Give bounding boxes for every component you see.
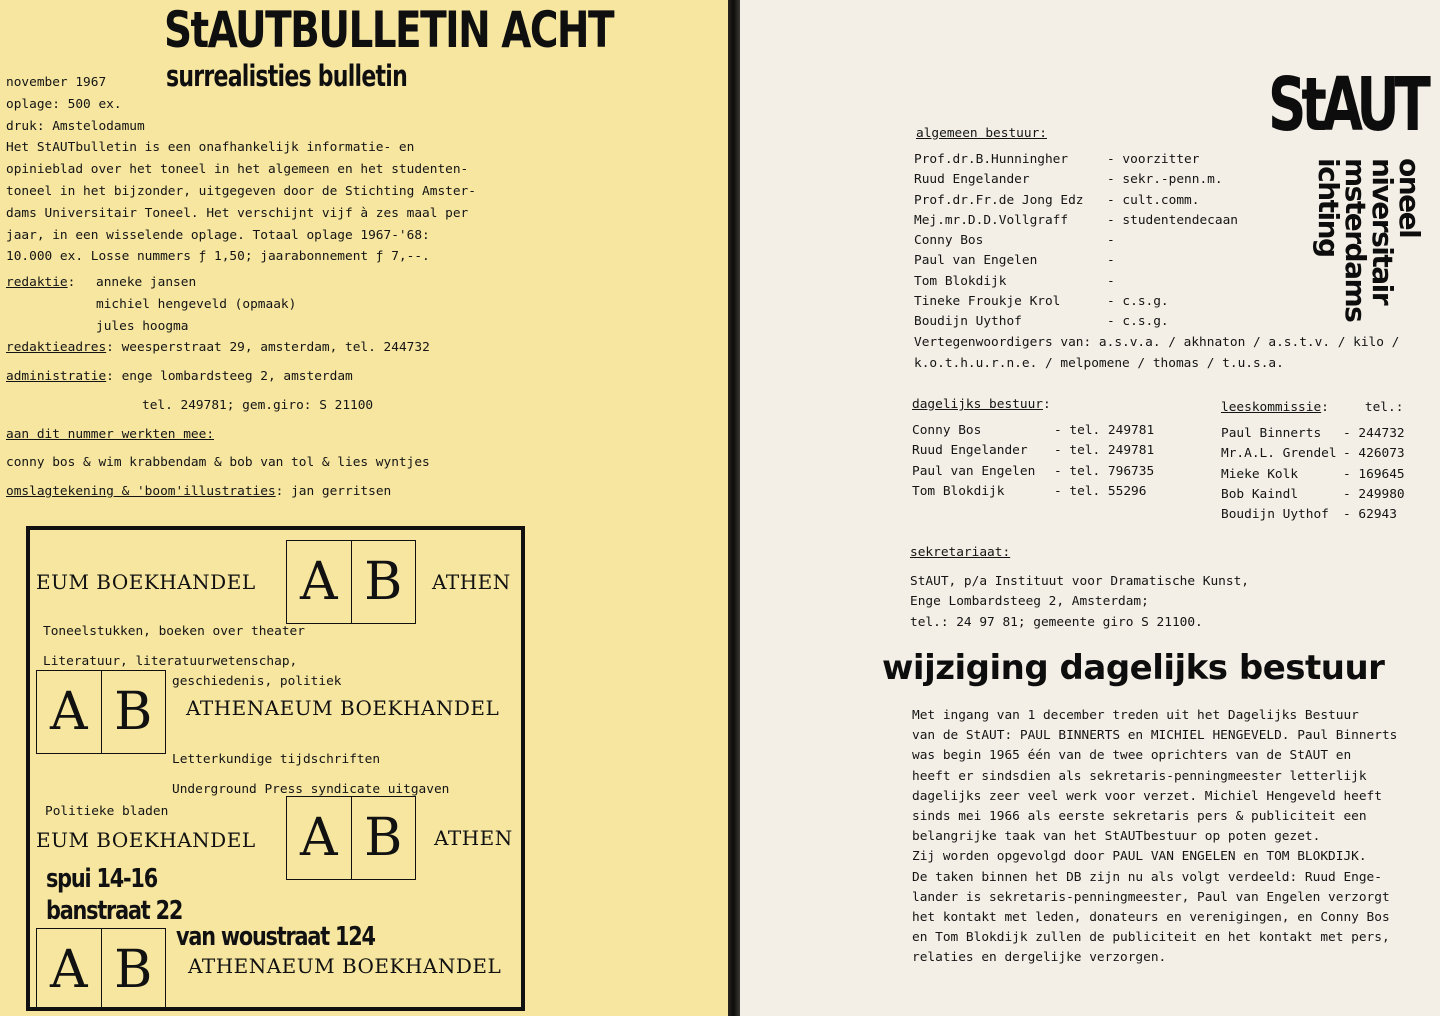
member-name: Ruud Engelander bbox=[912, 443, 1028, 459]
member-tel: - 244732 bbox=[1343, 426, 1405, 441]
redaktie-label-row: redaktie: bbox=[6, 275, 76, 290]
bookshop-advertisement bbox=[26, 526, 525, 1011]
cover-credit-value: jan gerritsen bbox=[291, 484, 392, 499]
member-row bbox=[914, 312, 1238, 332]
masthead-subtitle: surrealisties bulletin bbox=[166, 59, 408, 93]
ab-logo bbox=[286, 540, 416, 624]
ad-line: geschiedenis, politiek bbox=[172, 674, 342, 689]
colophon-line: jaar, in een wisselende oplage. Totaal oplage 1967-'68: bbox=[6, 227, 430, 243]
member-row bbox=[914, 191, 1238, 211]
administratie-row: administratie: enge lombardsteeg 2, amsterdam bbox=[6, 369, 353, 384]
right-page bbox=[740, 0, 1440, 1016]
ab-logo-b: B bbox=[351, 541, 416, 623]
member-role: - studentendecaan bbox=[1107, 212, 1238, 228]
dagelijks-bestuur-heading: dagelijks bestuur bbox=[912, 397, 1043, 412]
vertegenwoordigers-line: k.o.t.h.u.r.n.e. / melpomene / thomas / t.u.s.a. bbox=[914, 356, 1284, 371]
member-name: Paul van Engelen bbox=[912, 463, 1036, 479]
cover-credit-row: omslagtekening & 'boom'illustraties: jan gerritsen bbox=[6, 484, 392, 499]
member-role: - bbox=[1107, 233, 1115, 249]
ad-line: Underground Press syndicate uitgaven bbox=[172, 782, 450, 797]
member-name: Tineke Froukje Krol bbox=[914, 294, 1061, 310]
logo-vertical-text bbox=[1292, 158, 1440, 322]
article-line: Met ingang van 1 december treden uit het Dagelijks Bestuur bbox=[912, 708, 1359, 723]
article-line: Zij worden opgevolgd door PAUL VAN ENGELEN en TOM BLOKDIJK. bbox=[912, 849, 1367, 865]
ab-logo-a: A bbox=[299, 808, 338, 868]
redaktieadres-value: weesperstraat 29, amsterdam, tel. 244732 bbox=[121, 340, 430, 355]
member-row bbox=[1221, 465, 1405, 485]
redaktieadres-label: redaktieadres bbox=[6, 340, 107, 355]
member-tel: - 62943 bbox=[1343, 507, 1397, 523]
member-tel: - tel. 796735 bbox=[1054, 463, 1155, 479]
article-line: relaties en dergelijke verzorgen. bbox=[912, 950, 1167, 966]
shop-name: ATHENAEUM BOEKHANDEL bbox=[188, 954, 502, 978]
colophon-line: dams Universitair Toneel. Het verschijnt vijf à zes maal per bbox=[6, 205, 469, 221]
member-name: Boudijn Uythof bbox=[914, 314, 1022, 330]
shop-name-cut: EUM BOEKHANDEL bbox=[36, 828, 256, 852]
article-line: heeft er sindsdien als sekretaris-penningmeester letterlijk bbox=[912, 768, 1367, 784]
member-row bbox=[912, 441, 1154, 461]
ab-logo bbox=[286, 796, 416, 880]
member-name: Paul van Engelen bbox=[914, 253, 1038, 269]
member-row bbox=[914, 150, 1238, 170]
ad-line: Politieke bladen bbox=[45, 804, 169, 819]
ab-logo-b: B bbox=[101, 671, 166, 753]
member-name: Tom Blokdijk bbox=[914, 273, 1007, 289]
colophon-line: Het StAUTbulletin is een onafhankelijk informatie- en bbox=[6, 140, 415, 156]
article-line: het kontakt met leden, donateurs en verenigingen, en Conny Bos bbox=[912, 910, 1390, 926]
ad-line: Letterkundige tijdschriften bbox=[172, 752, 381, 767]
member-name: Bob Kaindl bbox=[1221, 486, 1299, 502]
logo-line: oneel bbox=[1393, 158, 1426, 238]
article-line: dagelijks zeer veel werk voor verzet. Michiel Hengeveld heeft bbox=[912, 788, 1382, 804]
leeskommissie-heading: leeskommissie bbox=[1221, 400, 1322, 415]
leeskommissie-heading-row: leeskommissie: tel.: bbox=[1221, 400, 1404, 415]
logo-line: ichting bbox=[1312, 158, 1345, 257]
member-name: Paul Binnerts bbox=[1221, 426, 1322, 441]
address-van-woustraat: van woustraat 124 bbox=[176, 922, 375, 952]
colophon-line: opinieblad over het toneel in het algemeen en het studenten- bbox=[6, 162, 469, 178]
colophon bbox=[6, 72, 476, 268]
algemeen-bestuur-heading: algemeen bestuur: bbox=[916, 126, 1047, 141]
member-name: Mej.mr.D.D.Vollgraff bbox=[914, 212, 1069, 228]
member-row bbox=[914, 251, 1238, 271]
article-headline: wijziging dagelijks bestuur bbox=[882, 648, 1385, 688]
administratie-label: administratie bbox=[6, 369, 107, 384]
member-role: - c.s.g. bbox=[1107, 294, 1169, 310]
shop-name-cut: EUM BOEKHANDEL bbox=[36, 570, 256, 594]
redaktieadres-row: redaktieadres: weesperstraat 29, amsterdam, tel. 244732 bbox=[6, 340, 430, 355]
member-name: Tom Blokdijk bbox=[912, 483, 1005, 499]
member-name: Mr.A.L. Grendel bbox=[1221, 446, 1337, 462]
logo-line: niversitair bbox=[1366, 158, 1399, 305]
shop-name-cut: ATHEN bbox=[434, 826, 513, 850]
member-name: Boudijn Uythof bbox=[1221, 507, 1329, 523]
colophon-line: november 1967 bbox=[6, 75, 107, 90]
member-row bbox=[1221, 485, 1405, 505]
article-line: sinds mei 1966 als eerste sekretaris pers & publiciteit een bbox=[912, 809, 1367, 825]
article-line: De taken binnen het DB zijn nu als volgt verdeeld: Ruud Enge- bbox=[912, 869, 1382, 885]
member-tel: - tel. 55296 bbox=[1054, 483, 1147, 499]
member-tel: - tel. 249781 bbox=[1054, 443, 1155, 459]
redaktie-names bbox=[96, 272, 296, 337]
logo-line: msterdams bbox=[1339, 158, 1372, 322]
dagelijks-heading-row: dagelijks bestuur: bbox=[912, 397, 1051, 412]
address-banstraat: banstraat 22 bbox=[46, 896, 183, 926]
contributors-label: aan dit nummer werkten mee: bbox=[6, 427, 215, 442]
logo-word: StAUT bbox=[1268, 62, 1426, 148]
redaktie-name: anneke jansen bbox=[96, 275, 197, 290]
masthead-title: StAUTBULLETIN ACHT bbox=[164, 1, 614, 59]
address-line: Enge Lombardsteeg 2, Amsterdam; bbox=[910, 594, 1149, 610]
administratie-value: enge lombardsteeg 2, amsterdam bbox=[121, 369, 353, 384]
ab-logo-b: B bbox=[351, 797, 416, 879]
ab-logo-b: B bbox=[101, 929, 166, 1011]
administratie-tel: tel. 249781; gem.giro: S 21100 bbox=[142, 398, 374, 413]
member-row bbox=[1221, 505, 1405, 525]
ab-logo bbox=[36, 928, 166, 1011]
address-spui: spui 14-16 bbox=[46, 864, 157, 894]
shop-name: ATHENAEUM BOEKHANDEL bbox=[186, 696, 500, 720]
article-line: van de StAUT: PAUL BINNERTS en MICHIEL HENGEVELD. Paul Binnerts bbox=[912, 728, 1398, 744]
sekretariaat-address bbox=[910, 572, 1249, 633]
member-row bbox=[914, 292, 1238, 312]
member-row bbox=[914, 211, 1238, 231]
member-name: Prof.dr.Fr.de Jong Edz bbox=[914, 192, 1084, 208]
address-line: tel.: 24 97 81; gemeente giro S 21100. bbox=[910, 614, 1203, 630]
member-name: Mieke Kolk bbox=[1221, 466, 1299, 482]
ab-logo bbox=[36, 670, 166, 754]
redaktie-name: michiel hengeveld (opmaak) bbox=[96, 296, 297, 312]
cover-credit-label: omslagtekening & 'boom'illustraties bbox=[6, 484, 276, 499]
leeskommissie-tel-heading: tel.: bbox=[1364, 400, 1404, 415]
ad-line: Toneelstukken, boeken over theater bbox=[43, 624, 305, 639]
dagelijks-bestuur-list bbox=[912, 421, 1154, 502]
member-name: Prof.dr.B.Hunningher bbox=[914, 152, 1069, 167]
member-row bbox=[912, 421, 1154, 441]
member-name: Ruud Engelander bbox=[914, 172, 1030, 188]
article-line: was begin 1965 één van de twee oprichters van de StAUT en bbox=[912, 748, 1352, 764]
member-tel: - tel. 249781 bbox=[1054, 423, 1155, 438]
member-name: Conny Bos bbox=[914, 233, 984, 249]
leeskommissie-list bbox=[1221, 424, 1405, 525]
colophon-line: druk: Amstelodamum bbox=[6, 118, 145, 134]
member-row bbox=[914, 231, 1238, 251]
address-line: StAUT, p/a Instituut voor Dramatische Kunst, bbox=[910, 574, 1249, 589]
vertegenwoordigers-line: Vertegenwoordigers van: a.s.v.a. / akhnaton / a.s.t.v. / kilo / bbox=[914, 335, 1400, 350]
algemeen-bestuur-list bbox=[914, 150, 1238, 333]
article-line: belangrijke taak van het StAUTbestuur op poten gezet. bbox=[912, 829, 1321, 845]
member-role: - bbox=[1107, 253, 1115, 269]
member-role: - bbox=[1107, 273, 1115, 289]
member-name: Conny Bos bbox=[912, 423, 982, 438]
page-gutter bbox=[728, 0, 740, 1016]
member-tel: - 426073 bbox=[1343, 446, 1405, 462]
member-role: - voorzitter bbox=[1107, 152, 1200, 167]
ab-logo-a: A bbox=[49, 682, 88, 742]
article-body bbox=[912, 706, 1397, 969]
member-row bbox=[912, 462, 1154, 482]
member-tel: - 169645 bbox=[1343, 466, 1405, 482]
staut-logo bbox=[1266, 62, 1440, 322]
ad-line: Literatuur, literatuurwetenschap, bbox=[43, 654, 298, 669]
member-row bbox=[912, 482, 1154, 502]
redaktie-label: redaktie bbox=[6, 275, 68, 290]
redaktie-name: jules hoogma bbox=[96, 318, 189, 334]
member-tel: - 249980 bbox=[1343, 486, 1405, 502]
member-role: - sekr.-penn.m. bbox=[1107, 172, 1223, 188]
shop-name-cut: ATHEN bbox=[432, 570, 511, 594]
member-role: - c.s.g. bbox=[1107, 314, 1169, 330]
member-row bbox=[914, 170, 1238, 190]
article-line: en Tom Blokdijk zullen de publiciteit en het kontakt met pers, bbox=[912, 930, 1390, 946]
article-line: lander is sekretaris-penningmeester, Paul van Engelen verzorgt bbox=[912, 889, 1390, 905]
member-row bbox=[914, 272, 1238, 292]
contributors-names: conny bos & wim krabbendam & bob van tol & lies wyntjes bbox=[6, 455, 430, 470]
ab-logo-a: A bbox=[299, 552, 338, 612]
member-role: - cult.comm. bbox=[1107, 192, 1200, 208]
colophon-line: 10.000 ex. Losse nummers ƒ 1,50; jaarabonnement ƒ 7,--. bbox=[6, 249, 430, 265]
member-row bbox=[1221, 424, 1405, 444]
colophon-line: toneel in het bijzonder, uitgegeven door de Stichting Amster- bbox=[6, 183, 476, 199]
colophon-line: oplage: 500 ex. bbox=[6, 96, 122, 112]
member-row bbox=[1221, 444, 1405, 464]
ab-logo-a: A bbox=[49, 940, 88, 1000]
sekretariaat-heading: sekretariaat: bbox=[910, 545, 1011, 560]
